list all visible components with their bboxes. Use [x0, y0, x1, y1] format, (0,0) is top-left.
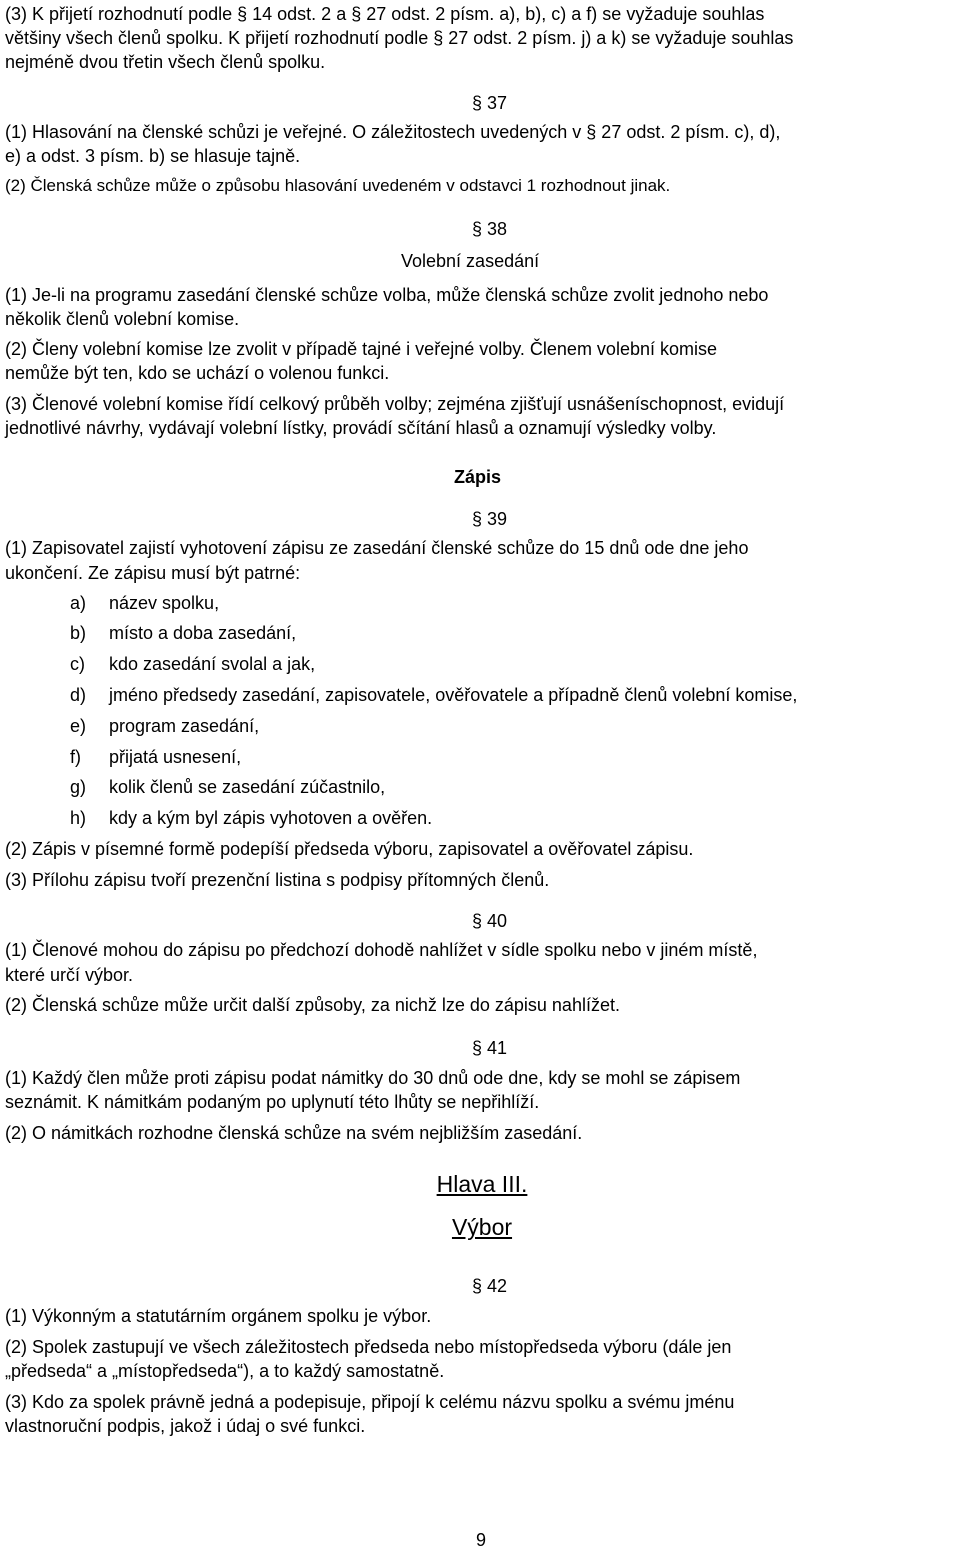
list-item-text: jméno předsedy zasedání, zapisovatele, ověřovatele a případně členů volební komise,: [109, 685, 798, 705]
list-item-letter: f): [70, 747, 81, 767]
paragraph-42-2-line-1: (2) Spolek zastupují ve všech záležitostech předseda nebo místopředseda výboru (dále jen: [5, 1337, 732, 1357]
section-heading-39: § 39: [472, 509, 508, 529]
paragraph-42-2-line-2: „předseda“ a „místopředseda“), a to každý samostatně.: [5, 1361, 445, 1381]
list-item-letter: e): [70, 716, 87, 736]
paragraph-42-3-line-1: (3) Kdo za spolek právně jedná a podepisuje, připojí k celému názvu spolku a svému jménu: [5, 1392, 735, 1412]
list-item-text: program zasedání,: [109, 716, 260, 736]
chapter-title: Výbor: [451, 1214, 513, 1240]
section-heading-37: § 37: [472, 93, 508, 113]
list-item-text: kdy a kým byl zápis vyhotoven a ověřen.: [109, 808, 433, 828]
list-item-letter: b): [70, 623, 87, 643]
paragraph-36-3-line-2: většiny všech členů spolku. K přijetí rozhodnutí podle § 27 odst. 2 písm. j) a k) se vyžaduje souhlas: [5, 28, 794, 48]
paragraph-41-2: (2) O námitkách rozhodne členská schůze na svém nejbližším zasedání.: [5, 1123, 583, 1143]
paragraph-37-2: (2) Členská schůze může o způsobu hlasování uvedeném v odstavci 1 rozhodnout jinak.: [5, 176, 671, 195]
paragraph-38-1-line-1: (1) Je-li na programu zasedání členské schůze volba, může členská schůze zvolit jednoho nebo: [5, 285, 769, 305]
list-item-letter: h): [70, 808, 87, 828]
paragraph-39-1-line-2: ukončení. Ze zápisu musí být patrné:: [5, 563, 301, 583]
paragraph-36-3-line-3: nejméně dvou třetin všech členů spolku.: [5, 52, 326, 72]
paragraph-37-1-line-2: e) a odst. 3 písm. b) se hlasuje tajně.: [5, 146, 301, 166]
paragraph-42-1: (1) Výkonným a statutárním orgánem spolku je výbor.: [5, 1306, 432, 1326]
paragraph-39-3: (3) Přílohu zápisu tvoří prezenční listina s podpisy přítomných členů.: [5, 870, 550, 890]
list-item-letter: c): [70, 654, 85, 674]
paragraph-40-2: (2) Členská schůze může určit další způsoby, za nichž lze do zápisu nahlížet.: [5, 995, 620, 1015]
paragraph-38-1-line-2: několik členů volební komise.: [5, 309, 240, 329]
list-item-text: název spolku,: [109, 593, 220, 613]
paragraph-41-1-line-1: (1) Každý člen může proti zápisu podat námitky do 30 dnů ode dne, kdy se mohl se zápisem: [5, 1068, 741, 1088]
paragraph-40-1-line-2: které určí výbor.: [5, 965, 134, 985]
list-item-text: místo a doba zasedání,: [109, 623, 297, 643]
paragraph-36-3-line-1: (3) K přijetí rozhodnutí podle § 14 odst. 2 a § 27 odst. 2 písm. a), b), c) a f) se vyžaduje souhlas: [5, 4, 765, 24]
paragraph-38-3-line-1: (3) Členové volební komise řídí celkový průběh volby; zejména zjišťují usnášeníschopnost, evidují: [5, 394, 785, 414]
list-item-text: kdo zasedání svolal a jak,: [109, 654, 316, 674]
paragraph-39-2: (2) Zápis v písemné formě podepíší předseda výboru, zapisovatel a ověřovatel zápisu.: [5, 839, 694, 859]
paragraph-38-2-line-2: nemůže být ten, kdo se uchází o volenou funkci.: [5, 363, 390, 383]
paragraph-39-1-line-1: (1) Zapisovatel zajistí vyhotovení zápisu ze zasedání členské schůze do 15 dnů ode dne jeho: [5, 538, 749, 558]
list-item-letter: a): [70, 593, 87, 613]
paragraph-40-1-line-1: (1) Členové mohou do zápisu po předchozí dohodě nahlížet v sídle spolku nebo v jiném místě,: [5, 940, 758, 960]
paragraph-38-3-line-2: jednotlivé návrhy, vydávají volební lístky, provádí sčítání hlasů a oznamují výsledky volby.: [5, 418, 717, 438]
section-heading-41: § 41: [472, 1038, 508, 1058]
list-item-letter: g): [70, 777, 87, 797]
section-title-38: Volební zasedání: [401, 251, 540, 271]
section-heading-38: § 38: [472, 219, 508, 239]
chapter-heading: Hlava III.: [436, 1171, 528, 1197]
paragraph-38-2-line-1: (2) Členy volební komise lze zvolit v případě tajné i veřejné volby. Členem volební komise: [5, 339, 717, 359]
paragraph-41-1-line-2: seznámit. K námitkám podaným po uplynutí této lhůty se nepřihlíží.: [5, 1092, 540, 1112]
paragraph-37-1-line-1: (1) Hlasování na členské schůzi je veřejné. O záležitostech uvedených v § 27 odst. 2 písm. c), d),: [5, 122, 781, 142]
page-number: 9: [476, 1530, 487, 1550]
list-item-letter: d): [70, 685, 87, 705]
paragraph-42-3-line-2: vlastnoruční podpis, jakož i údaj o své funkci.: [5, 1416, 366, 1436]
section-heading-42: § 42: [472, 1276, 508, 1296]
zapis-heading: Zápis: [454, 467, 502, 487]
list-item-text: přijatá usnesení,: [109, 747, 242, 767]
section-heading-40: § 40: [472, 911, 508, 931]
list-item-text: kolik členů se zasedání zúčastnilo,: [109, 777, 386, 797]
